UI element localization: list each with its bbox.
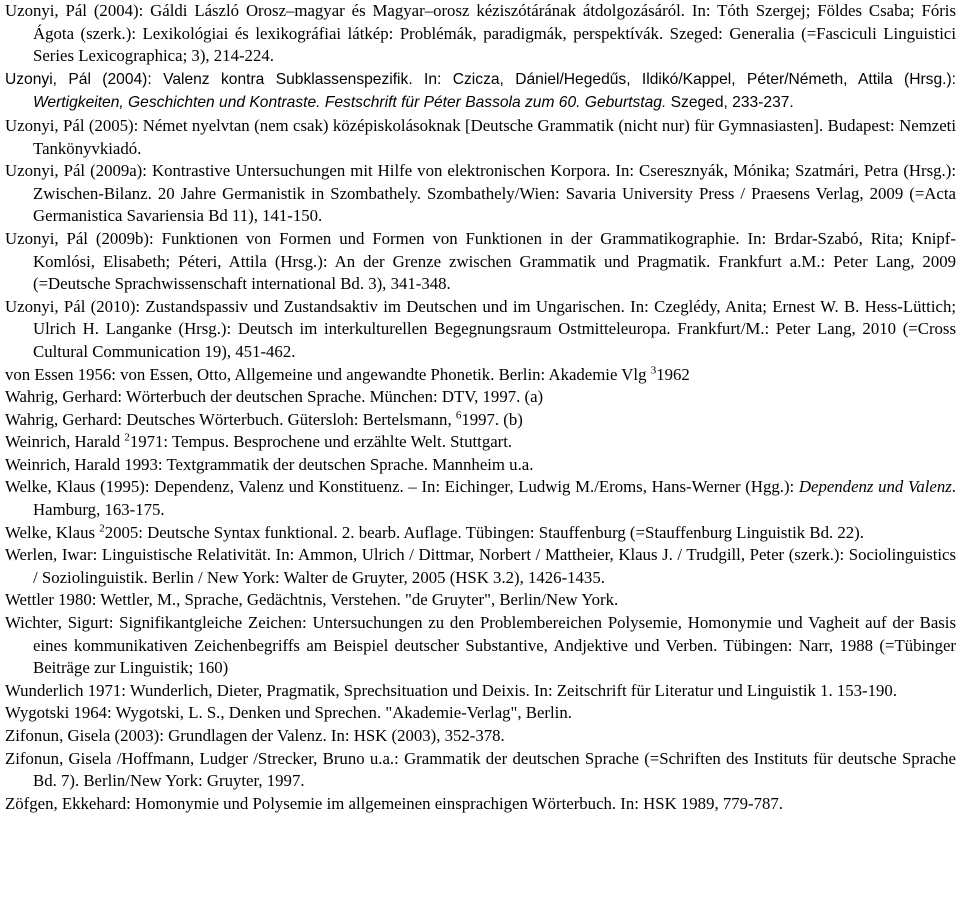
reference-text: Weinrich, Harald 1993: Textgrammatik der deutschen Sprache. Mannheim u.a. (5, 454, 534, 474)
reference-text: Welke, Klaus (1995): Dependenz, Valenz und Konstituenz. – In: Eichinger, Ludwig M./Eroms, Hans-Werner (Hgg.): (5, 477, 799, 497)
edition-superscript: 6 (455, 409, 462, 422)
reference-entry (5, 702, 956, 725)
reference-entry (5, 454, 956, 477)
reference-entry (5, 431, 956, 454)
edition-superscript: 3 (650, 363, 657, 376)
reference-text: Zöfgen, Ekkehard: Homonymie und Polysemie im allgemeinen einsprachigen Wörterbuch. In: HSK 1989, 779-787. (5, 793, 783, 813)
reference-text: Uzonyi, Pál (2004): Gáldi László Orosz–magyar és Magyar–orosz kéziszótárának átdolgozásáról. In: Tóth Szergej; Földes Csaba; Fóris Ágota (szerk.): Lexikológiai és lexikográfiai látkép: Problémák, paradigmák, perspektívák. Szeged: Generalia (=Fasciculi Linguistici Series Lexicographica; 3), 214-224. (5, 1, 956, 66)
reference-text: Wygotski 1964: Wygotski, L. S., Denken und Sprechen. "Akademie-Verlag", Berlin. (5, 703, 572, 723)
reference-list (5, 0, 956, 815)
reference-text: Wettler 1980: Wettler, M., Sprache, Gedächtnis, Verstehen. "de Gruyter", Berlin/New York. (5, 590, 619, 610)
reference-text: Werlen, Iwar: Linguistische Relativität. In: Ammon, Ulrich / Dittmar, Norbert / Mattheier, Klaus J. / Trudgill, Peter (szerk.): Sociolinguistics / Soziolinguistik. Berlin / New York: Walter de Gruyter, 2005 (HSK 3.2), 1426-1435. (5, 545, 956, 587)
reference-entry (5, 296, 956, 364)
reference-entry (5, 409, 956, 432)
reference-entry (5, 364, 956, 387)
reference-entry (5, 589, 956, 612)
reference-text: Uzonyi, Pál (2009a): Kontrastive Untersuchungen mit Hilfe von elektronischen Korpora. In: Cseresznyák, Mónika; Szatmári, Petra (Hrsg.): Zwischen-Bilanz. 20 Jahre Germanistik in Szombathely. Szombathely/Wien: Savaria University Press / Praesens Verlag, 2009 (=Acta Germanistica Savariensia Bd 11), 141-150. (5, 161, 956, 226)
reference-text: Zifonun, Gisela /Hoffmann, Ludger /Strecker, Bruno u.a.: Grammatik der deutschen Sprache (=Schriften des Instituts für deutsche Sprache Bd. 7). Berlin/New York: Gruyter, 1997. (5, 748, 956, 791)
reference-text: Uzonyi, Pál (2010): Zustandspassiv und Zustandsaktiv im Deutschen und im Ungarischen. In: Czeglédy, Anita; Ernest W. B. Hess-Lüttich; Ulrich H. Langanke (Hrsg.): Deutsch im interkulturellen Begegnungsraum Ostmitteleuropa. Frankfurt/M.: Peter Lang, 2010 (=Cross Cultural Communication 19), 451-462. (5, 296, 956, 361)
reference-text: von Essen 1956: von Essen, Otto, Allgemeine und angewandte Phonetik. Berlin: Akademie Vlg (5, 364, 651, 384)
reference-text: Wahrig, Gerhard: Deutsches Wörterbuch. Gütersloh: Bertelsmann, (5, 409, 456, 429)
reference-text: Wahrig, Gerhard: Wörterbuch der deutschen Sprache. München: DTV, 1997. (a) (5, 387, 544, 407)
reference-text: Wichter, Sigurt: Signifikantgleiche Zeichen: Untersuchungen zu den Problembereichen Polysemie, Homonymie und Vagheit auf der Basis eines kommunikativen Zeichenbegriffs am Beispiel deutscher Substantive, Andjektive und Verben. Tübingen: Narr, 1988 (=Tübinger Beiträge zur Linguistik; 160) (5, 613, 956, 678)
reference-text: Weinrich, Harald (5, 432, 125, 452)
reference-title-italic: Dependenz und Valenz (798, 477, 952, 497)
reference-entry (5, 228, 956, 296)
reference-text: 1971: Tempus. Besprochene und erzählte Welt. Stuttgart. (129, 432, 513, 452)
reference-entry (5, 725, 956, 748)
reference-text: . Hamburg, 163-175. (33, 477, 956, 520)
edition-superscript: 2 (124, 431, 130, 444)
reference-entry (5, 612, 956, 680)
reference-text: Uzonyi, Pál (2005): Német nyelvtan (nem csak) középiskolásoknak [Deutsche Grammatik (nicht nur) für Gymnasiasten]. Budapest: Nemzeti Tankönyvkiadó. (5, 115, 956, 158)
reference-entry (5, 748, 956, 793)
reference-entry (5, 793, 956, 816)
reference-text: Welke, Klaus (5, 522, 100, 542)
reference-entry (5, 160, 956, 228)
reference-text: Szeged, 233-237. (666, 94, 794, 112)
reference-entry (5, 522, 956, 545)
reference-title-italic: Wertigkeiten, Geschichten und Kontraste. Festschrift für Péter Bassola zum 60. Geburtstag. (33, 94, 667, 112)
reference-entry (5, 115, 956, 160)
reference-entry (5, 386, 956, 409)
reference-entry (5, 680, 956, 703)
reference-text: 1997. (b) (461, 409, 523, 429)
reference-entry (5, 68, 956, 115)
reference-entry (5, 476, 956, 521)
reference-entry (5, 544, 956, 589)
reference-text: Wunderlich 1971: Wunderlich, Dieter, Pragmatik, Sprechsituation und Deixis. In: Zeitschrift für Literatur und Linguistik 1. 153-190. (5, 680, 898, 700)
reference-text: 1962 (656, 364, 690, 384)
reference-text: Uzonyi, Pál (2009b): Funktionen von Formen und Formen von Funktionen in der Grammatikographie. In: Brdar-Szabó, Rita; Knipf-Komlósi, Elisabeth; Péteri, Attila (Hrsg.): An der Grenze zwischen Grammatik und Pragmatik. Frankfurt a.M.: Peter Lang, 2009 (=Deutsche Sprachwissenschaft international Bd. 3), 341-348. (5, 228, 956, 294)
reference-text: Zifonun, Gisela (2003): Grundlagen der Valenz. In: HSK (2003), 352-378. (5, 726, 505, 745)
reference-entry (5, 0, 956, 68)
reference-text: Uzonyi, Pál (2004): Valenz kontra Subklassenspezifik. In: Czicza, Dániel/Hegedűs, Ildikó/Kappel, Péter/Németh, Attila (Hrsg.): (5, 70, 956, 88)
reference-text: 2005: Deutsche Syntax funktional. 2. bearb. Auflage. Tübingen: Stauffenburg (=Stauffenburg Linguistik Bd. 22). (104, 522, 864, 542)
edition-superscript: 2 (99, 522, 105, 535)
